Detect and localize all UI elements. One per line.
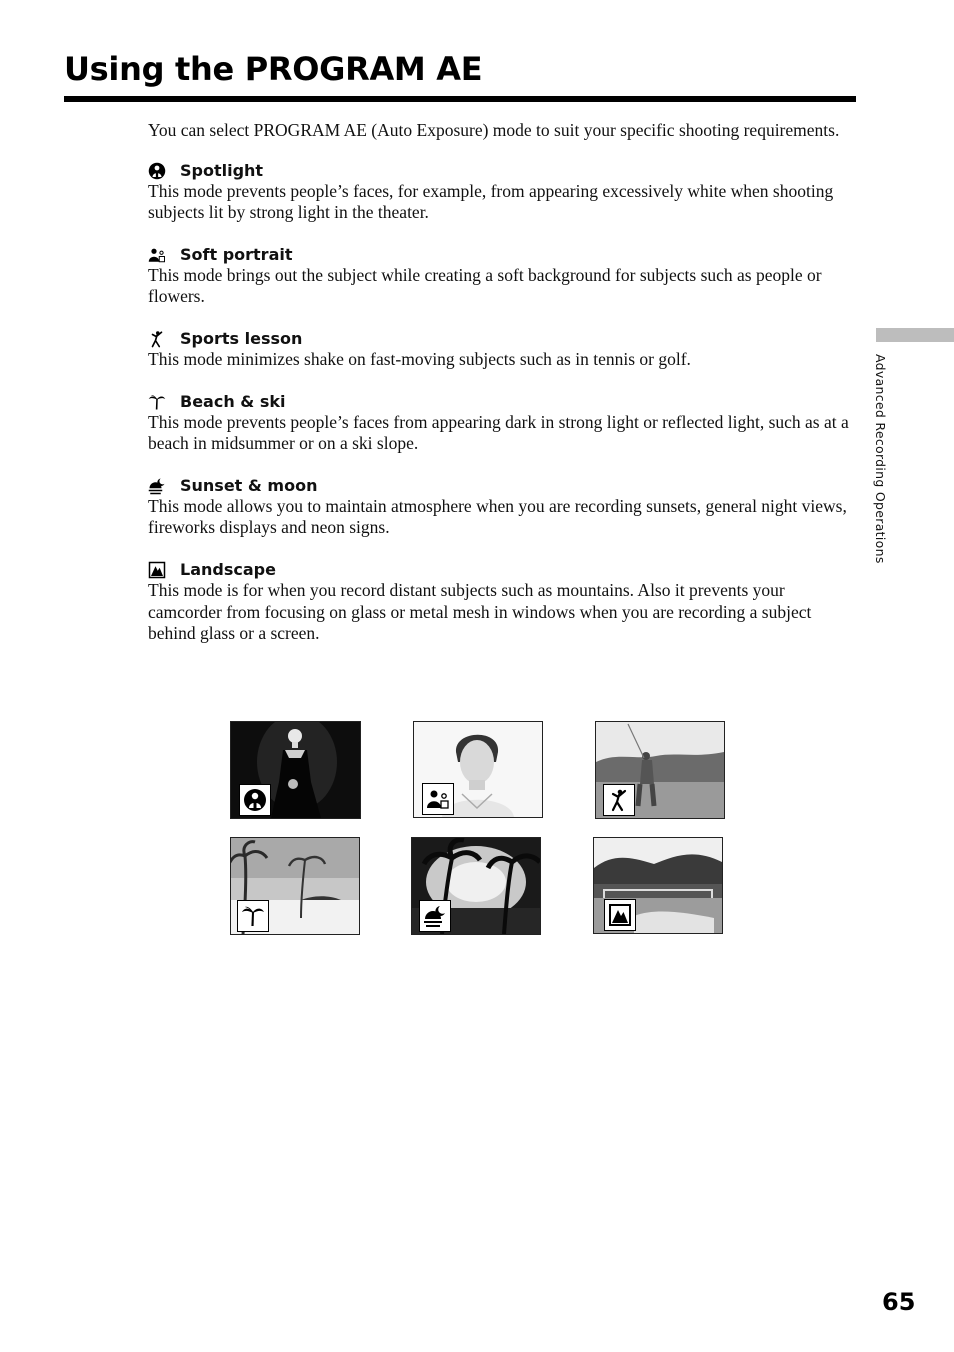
mode-description: This mode minimizes shake on fast-moving subjects such as in tennis or golf. (148, 348, 691, 369)
beach-ski-icon (148, 392, 170, 412)
golfer-photo (595, 721, 725, 819)
mode-name: Beach & ski (180, 391, 286, 411)
portrait-photo (413, 721, 543, 818)
mode-sports-lesson (148, 329, 860, 371)
sunset-moon-icon (419, 900, 451, 932)
mode-name: Soft portrait (180, 244, 293, 264)
landscape-photo (593, 837, 723, 934)
sunset-palms-photo (411, 837, 541, 935)
title-rule (64, 96, 856, 102)
mode-description: This mode allows you to maintain atmosphere when you are recording sunsets, general night views, fireworks displays and neon signs. (148, 495, 847, 538)
sports-lesson-icon (148, 329, 170, 349)
content (148, 120, 860, 645)
mode-name: Spotlight (180, 160, 264, 180)
mode-description: This mode brings out the subject while creating a soft background for subjects such as people or flowers. (148, 264, 822, 307)
mode-landscape (148, 560, 860, 645)
beach-palms-photo (230, 837, 360, 935)
soft-portrait-icon (422, 783, 454, 815)
mode-beach-ski (148, 392, 860, 455)
spotlight-icon (148, 161, 170, 181)
sunset-moon-icon (148, 476, 170, 496)
sports-lesson-icon (603, 784, 635, 816)
mode-sunset-moon (148, 476, 860, 539)
landscape-icon (604, 899, 636, 931)
soft-portrait-icon (148, 245, 170, 265)
mode-description: This mode prevents people’s faces from appearing dark in strong light or reflected light, such as at a beach in midsummer or on a ski slope. (148, 411, 849, 454)
mode-description: This mode prevents people’s faces, for example, from appearing excessively white when shooting subjects lit by strong light in the theater. (148, 180, 834, 223)
page-number: 65 (882, 1288, 916, 1316)
mode-spotlight (148, 161, 860, 224)
landscape-icon (148, 560, 170, 580)
beach-ski-icon (237, 900, 269, 932)
mode-name: Sports lesson (180, 328, 303, 348)
mode-name: Landscape (180, 559, 276, 579)
mode-description: This mode is for when you record distant subjects such as mountains. Also it prevents your camcorder from focusing on glass or metal mesh in windows when you are recording a subject behind glass or a screen. (148, 579, 812, 644)
side-section-label: Advanced Recording Operations (873, 354, 888, 564)
mode-name: Sunset & moon (180, 475, 318, 495)
spotlight-icon (239, 784, 271, 816)
woman-in-spotlight-photo (230, 721, 361, 819)
intro-paragraph: You can select PROGRAM AE (Auto Exposure) mode to suit your specific shooting requirements. (148, 120, 840, 140)
section-tab (876, 328, 954, 342)
mode-soft-portrait (148, 245, 860, 308)
page-title: Using the PROGRAM AE (64, 50, 483, 88)
